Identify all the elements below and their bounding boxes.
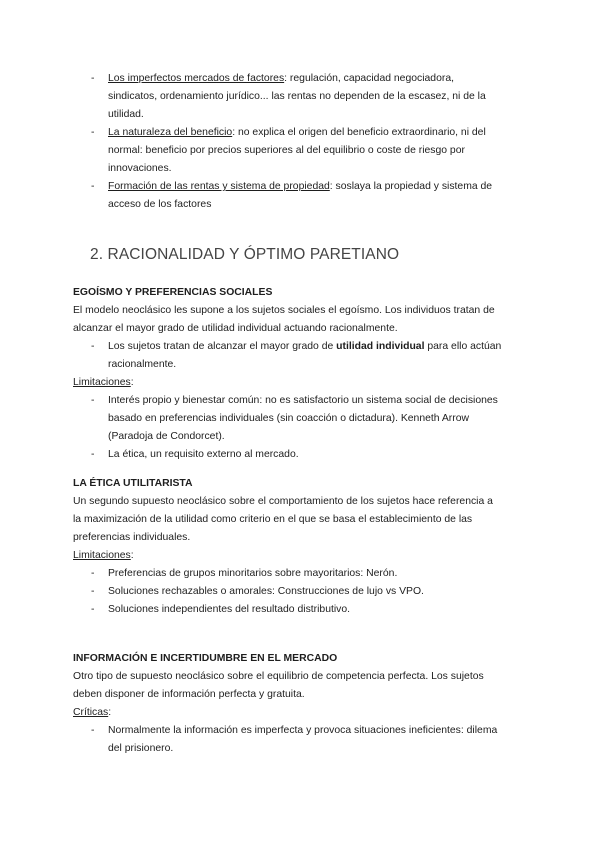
section-egoismo: EGOÍSMO Y PREFERENCIAS SOCIALES El modelo neoclásico les supone a los sujetos sociales el egoísmo. Los individuos tratan de alcanzar el mayor grado de utilidad individual actuando racionalmente. - Los sujetos tratan de alcanzar el mayor grado de utilidad individual para ello actúan racionalmente. Limitaciones: - Interés propio y bienestar común: no es satisfactorio un sistema social de decisiones basado en preferencias individuales (sin coacción o dictadura). Kenneth Arrow (Paradoja de Condorcet). - La ética, un requisito externo al mercado.	[0, 284, 600, 464]
section-informacion: INFORMACIÓN E INCERTIDUMBRE EN EL MERCADO Otro tipo de supuesto neoclásico sobre el equilibrio de competencia perfecta. Los sujetos deben disponer de información perfecta y gratuita. Críticas: - Normalmente la información es imperfecta y provoca situaciones ineficientes: dilema del prisionero.	[0, 650, 600, 758]
limitations-label: Limitaciones:	[73, 377, 134, 388]
list-term: La naturaleza del beneficio	[108, 127, 233, 138]
list-term: Los imperfectos mercados de factores	[108, 73, 285, 84]
section-etica: LA ÉTICA UTILITARISTA Un segundo supuesto neoclásico sobre el comportamiento de los sujetos hace referencia a la maximización de la utilidad como criterio en el que se basa el establecimiento de las preferencias individuales. Limitaciones: - Preferencias de grupos minoritarios sobre mayoritarios: Nerón. - Soluciones rechazables o amorales: Construcciones de lujo vs VPO. - Soluciones independientes del resultado distributivo.	[0, 475, 600, 619]
subsection-heading: LA ÉTICA UTILITARISTA	[73, 478, 193, 489]
list-item: - Formación de las rentas y sistema de propiedad: soslaya la propiedad y sistema de	[91, 181, 493, 192]
list-item: - Normalmente la información es imperfecta y provoca situaciones ineficientes: dilema	[91, 725, 498, 736]
limitations-label: Limitaciones:	[73, 550, 134, 561]
subsection-heading: EGOÍSMO Y PREFERENCIAS SOCIALES	[73, 287, 273, 298]
intro-list: - Los imperfectos mercados de factores: regulación, capacidad negociadora, sindicatos, ordenamiento jurídico... las rentas no dependen de la escasez, ni de la utilidad. - La naturaleza del beneficio: no explica el origen del beneficio extraordinario, ni del normal: beneficio por precios superiores al del equilibrio o coste de riesgo por innovaciones. - Formación de las rentas y sistema de propiedad: soslaya la propiedad y sistema de acceso de los factores	[0, 70, 600, 214]
list-item: - La ética, un requisito externo al mercado.	[91, 449, 299, 460]
list-item: - La naturaleza del beneficio: no explica el origen del beneficio extraordinario, ni del	[91, 127, 486, 138]
list-item: - Preferencias de grupos minoritarios sobre mayoritarios: Nerón.	[91, 568, 398, 579]
section-title: 2. RACIONALIDAD Y ÓPTIMO PARETIANO	[90, 246, 400, 263]
list-term: Formación de las rentas y sistema de propiedad	[108, 181, 330, 192]
subsection-heading: INFORMACIÓN E INCERTIDUMBRE EN EL MERCADO	[73, 653, 338, 664]
criticas-label: Críticas:	[73, 707, 112, 718]
list-item: - Interés propio y bienestar común: no es satisfactorio un sistema social de decisiones	[91, 395, 498, 406]
list-item: - Los imperfectos mercados de factores: regulación, capacidad negociadora,	[91, 73, 454, 84]
list-item: - Soluciones rechazables o amorales: Construcciones de lujo vs VPO.	[91, 586, 424, 597]
list-item: - Los sujetos tratan de alcanzar el mayor grado de utilidad individual para ello actúan	[91, 341, 502, 352]
list-item: - Soluciones independientes del resultado distributivo.	[91, 604, 351, 615]
